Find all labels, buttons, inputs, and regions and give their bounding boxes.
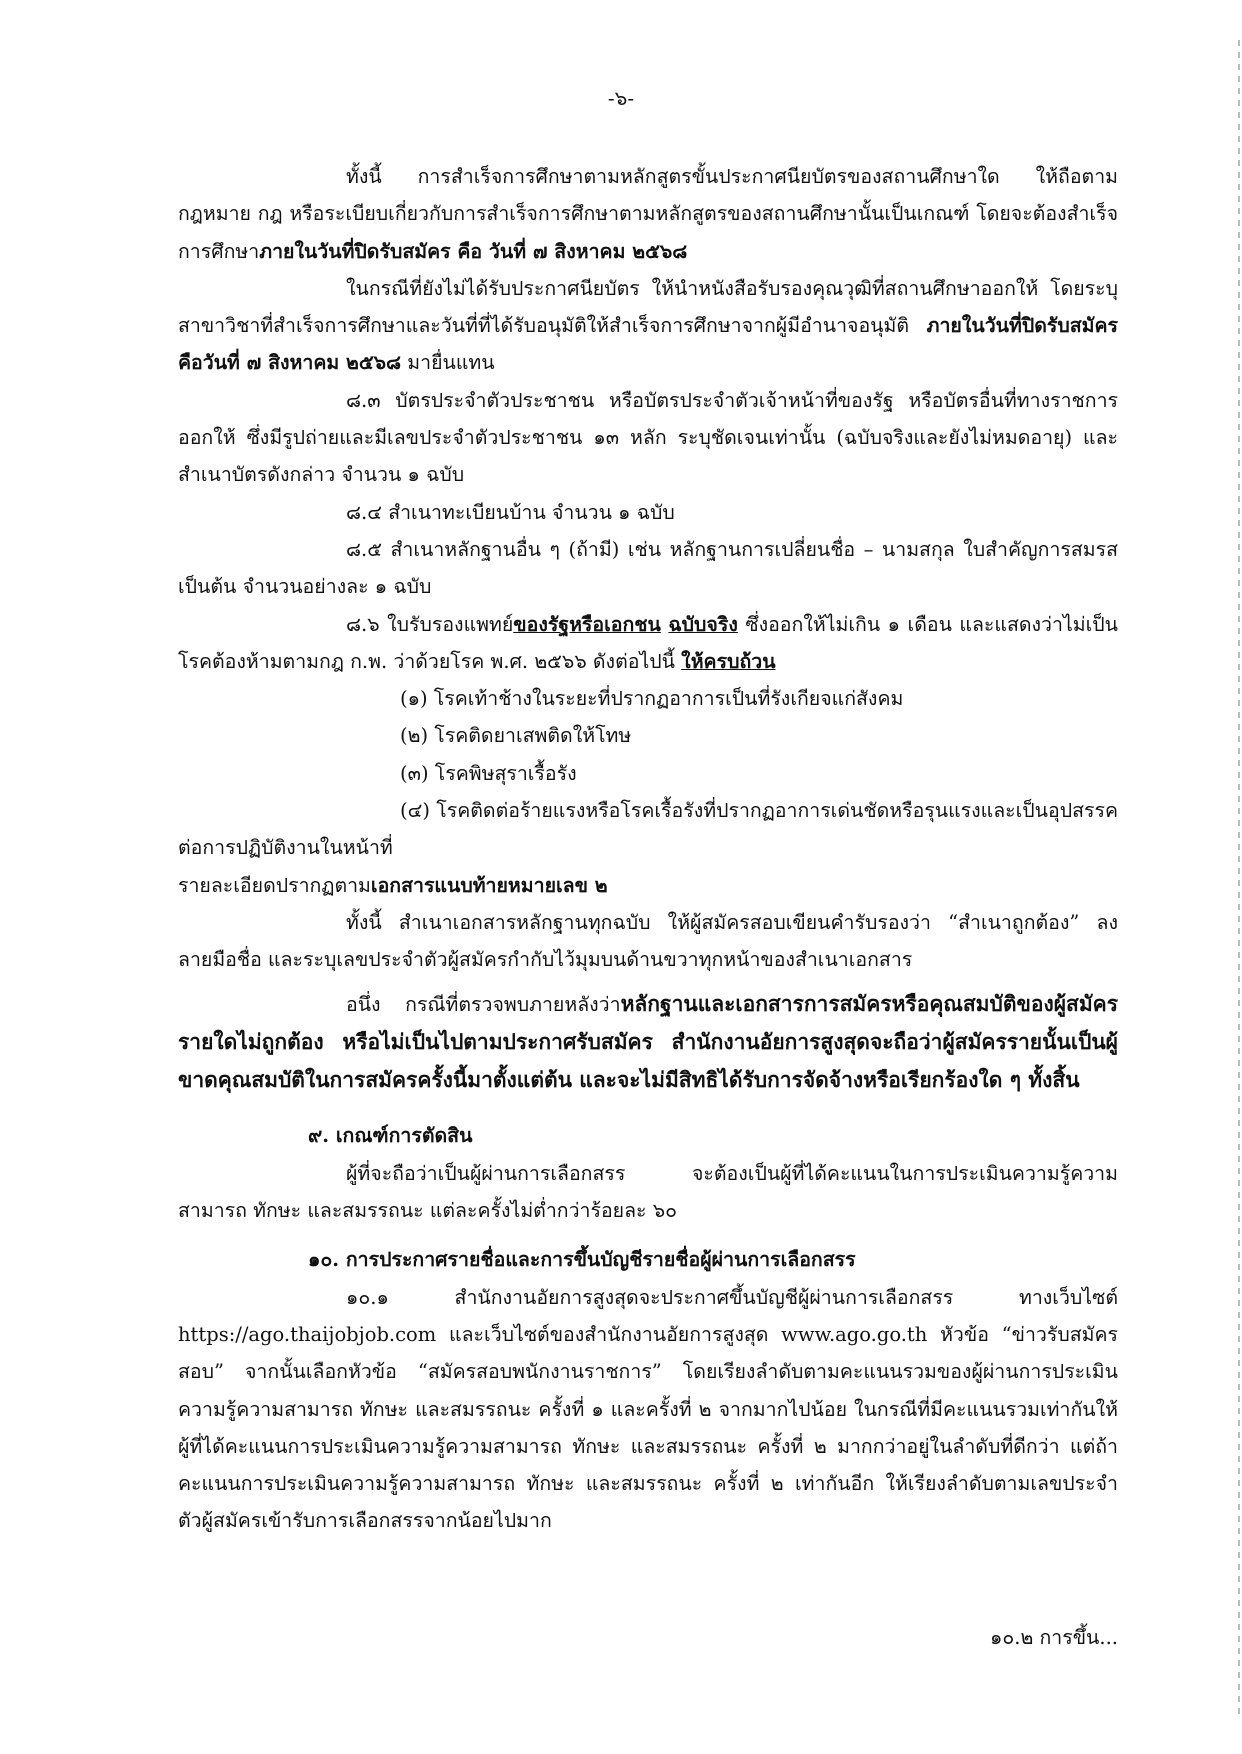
scan-edge [1238,40,1240,1720]
item-8-5: ๘.๕ สำเนาหลักฐานอื่น ๆ (ถ้ามี) เช่น หลักฐานการเปลี่ยนชื่อ – นามสกุล ใบสำคัญการสมรส เป็นต้น จำนวนอย่างละ ๑ ฉบับ [178,537,1118,599]
paragraph-certificate: ในกรณีที่ยังไม่ได้รับประกาศนียบัตร ให้นำหนังสือรับรองคุณวุฒิที่สถานศึกษาออกให้ โดยระบุสาขาวิชาที่สำเร็จการศึกษาและวันที่ที่ได้รับอนุมัติให้สำเร็จการศึกษาจากผู้มีอำนาจอนุมัติ ภายในวันที่ปิดรับสมัคร คือวันที่ ๗ สิงหาคม ๒๕๖๘ มายื่นแทน [178,276,1118,375]
paragraph-disqualification: อนึ่ง กรณีที่ตรวจพบภายหลังว่าหลักฐานและเอกสารการสมัครหรือคุณสมบัติของผู้สมัครรายใดไม่ถูกต้อง หรือไม่เป็นไปตามประกาศรับสมัคร สำนักงานอัยการสูงสุดจะถือว่าผู้สมัครรายนั้นเป็นผู้ขาดคุณสมบัติในการสมัครครั้งนี้มาตั้งแต่ต้น และจะไม่มีสิทธิได้รับการจัดจ้างหรือเรียกร้องใด ๆ ทั้งสิ้น [178,990,1118,1093]
paragraph-criteria: ผู้ที่จะถือว่าเป็นผู้ผ่านการเลือกสรร จะต้องเป็นผู้ที่ได้คะแนนในการประเมินความรู้ความสามารถ ทักษะ และสมรรถนะ แต่ละครั้งไม่ต่ำกว่าร้อยละ ๖๐ [178,1161,1118,1223]
item-8-3: ๘.๓ บัตรประจำตัวประชาชน หรือบัตรประจำตัวเจ้าหน้าที่ของรัฐ หรือบัตรอื่นที่ทางราชการออกให้ ซึ่งมีรูปถ่ายและมีเลขประจำตัวประชาชน ๑๓ หลัก ระบุชัดเจนเท่านั้น (ฉบับจริงและยังไม่หมดอายุ) และสำเนาบัตรดังกล่าว จำนวน ๑ ฉบับ [178,388,1118,487]
disease-item: (๓) โรคพิษสุราเรื้อรัง [400,761,577,785]
section-heading-10: ๑๐. การประกาศรายชื่อและการขึ้นบัญชีรายชื่อผู้ผ่านการเลือกสรร [308,1248,856,1272]
disease-item: (๑) โรคเท้าช้างในระยะที่ปรากฏอาการเป็นที่รังเกียจแก่สังคม [400,687,904,711]
page-continuation: ๑๐.๒ การขึ้น... [989,1626,1118,1649]
item-8-6: ๘.๖ ใบรับรองแพทย์ของรัฐหรือเอกชน ฉบับจริง ซึ่งออกให้ไม่เกิน ๑ เดือน และแสดงว่าไม่เป็นโรคต้องห้ามตามกฎ ก.พ. ว่าด้วยโรค พ.ศ. ๒๕๖๖ ดังต่อไปนี้ ให้ครบถ้วน [178,612,1118,673]
paragraph-attachment: รายละเอียดปรากฏตามเอกสารแนบท้ายหมายเลข ๒ [178,873,608,897]
page-number: -๖- [607,86,635,110]
disease-item: (๒) โรคติดยาเสพติดให้โทษ [400,724,632,748]
paragraph-copy-certify: ทั้งนี้ สำเนาเอกสารหลักฐานทุกฉบับ ให้ผู้สมัครสอบเขียนคำรับรองว่า “สำเนาถูกต้อง” ลงลายมือชื่อ และระบุเลขประจำตัวผู้สมัครกำกับไว้มุมบนด้านขวาทุกหน้าของสำเนาเอกสาร [178,910,1118,972]
item-10-1: ๑๐.๑ สำนักงานอัยการสูงสุดจะประกาศขึ้นบัญชีผู้ผ่านการเลือกสรร ทางเว็บไซต์ https://ago.thaijobjob.com และเว็บไซต์ของสำนักงานอัยการสูงสุด www.ago.go.th หัวข้อ “ข่าวรับสมัครสอบ” จากนั้นเลือกหัวข้อ “สมัครสอบพนักงานราชการ” โดยเรียงลำดับตามคะแนนรวมของผู้ผ่านการประเมินความรู้ความสามารถ ทักษะ และสมรรถนะ ครั้งที่ ๑ และครั้งที่ ๒ จากมากไปน้อย ในกรณีที่มีคะแนนรวมเท่ากันให้ผู้ที่ได้คะแนนการประเมินความรู้ความสามารถ ทักษะ และสมรรถนะ ครั้งที่ ๒ มากกว่าอยู่ในลำดับที่ดีกว่า แต่ถ้าคะแนนการประเมินความรู้ความสามารถ ทักษะ และสมรรถนะ ครั้งที่ ๒ เท่ากันอีก ให้เรียงลำดับตามเลขประจำตัวผู้สมัครเข้ารับการเลือกสรรจากน้อยไปมาก [178,1285,1118,1533]
paragraph-graduation: ทั้งนี้ การสำเร็จการศึกษาตามหลักสูตรขั้นประกาศนียบัตรของสถานศึกษาใด ให้ถือตามกฎหมาย กฎ หรือระเบียบเกี่ยวกับการสำเร็จการศึกษาตามหลักสูตรของสถานศึกษานั้นเป็นเกณฑ์ โดยจะต้องสำเร็จการศึกษาภายในวันที่ปิดรับสมัคร คือ วันที่ ๗ สิงหาคม ๒๕๖๘ [178,165,1118,263]
disease-item: (๔) โรคติดต่อร้ายแรงหรือโรคเรื้อรังที่ปรากฏอาการเด่นชัดหรือรุนแรงและเป็นอุปสรรคต่อการปฏิบัติงานในหน้าที่ [178,799,1118,860]
section-heading-9: ๙. เกณฑ์การตัดสิน [308,1124,473,1148]
item-8-4: ๘.๔ สำเนาทะเบียนบ้าน จำนวน ๑ ฉบับ [346,500,675,524]
page-body [178,158,1118,1540]
